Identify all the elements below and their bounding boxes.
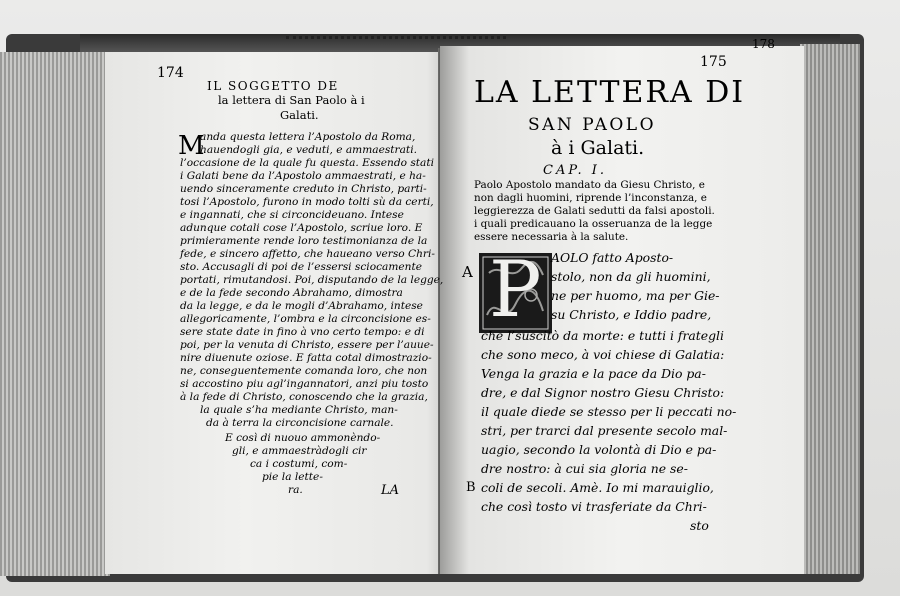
left-text-line: e ingannati, che si circoncideuano. Intese <box>180 209 404 221</box>
right-text-line: ne per huomo, ma per Gie- <box>551 288 720 303</box>
right-text-line: dre, e dal Signor nostro Giesu Christo: <box>481 385 725 400</box>
left-text-line: poi, per la venuta di Christo, essere per l’auue- <box>180 339 434 351</box>
left-text-line: ne, conseguentemente comanda loro, che non <box>180 365 428 377</box>
marginal-letter-a: A <box>462 263 473 281</box>
left-text-line: primieramente rende loro testimonianza de la <box>180 235 428 247</box>
left-text-line: la quale s’ha mediante Christo, man- <box>200 404 398 416</box>
left-page-edges <box>0 52 110 576</box>
left-text-line: i Galati bene da l’Apostolo ammaestrati, e ha- <box>180 170 426 182</box>
chapter-summary-line: i quali predicauano la osseruanza de la legge <box>474 218 713 230</box>
left-text-line: l’occasione de la quale fu questa. Essendo stati <box>180 157 435 169</box>
right-page-number: 175 <box>700 54 727 70</box>
letter-title: LA LETTERA DI <box>474 75 746 110</box>
left-text-line: pie la lette- <box>262 471 323 483</box>
left-text-line: gli, e ammaestràdogli cir <box>232 445 367 457</box>
left-text-line: si accostino piu agl’ingannatori, anzi piu tosto <box>180 378 429 390</box>
catchword: LA <box>381 483 400 498</box>
right-text-line: stolo, non da gli huomini, <box>551 269 711 284</box>
letter-title-line3: à i Galati. <box>551 137 645 159</box>
left-text-line: portati, rimutandosi. Poi, disputando de la legge, <box>180 274 444 286</box>
right-text-line: il quale diede se stesso per li peccati no- <box>481 404 737 419</box>
left-text-line: adunque cotali cose l’Apostolo, scriue loro. E <box>180 222 423 234</box>
left-text-line: à la fede di Christo, conoscendo che la grazia, <box>180 391 428 403</box>
left-text-line: e de la fede secondo Abrahamo, dimostra <box>180 287 403 299</box>
left-text-line: da à terra la circoncisione carnale. <box>206 417 394 429</box>
chapter-summary-line: leggierezza de Galati sedutti da falsi apostoli. <box>474 205 715 217</box>
left-text-line: sere state date in fino à vno certo tempo: e di <box>180 326 425 338</box>
left-text-line: anda questa lettera l’Apostolo da Roma, <box>200 131 416 143</box>
right-page-edges <box>800 44 860 574</box>
chapter-heading: CAP. I. <box>543 163 607 178</box>
left-text-line: nire diuenute oziose. E fatta cotal dimostrazio- <box>180 352 432 364</box>
right-text-line: che sono meco, à voi chiese di Galatia: <box>481 347 725 362</box>
left-running-head: IL SOGGETTO DE <box>207 79 339 93</box>
left-running-head-line2: la lettera di San Paolo à i <box>218 93 365 107</box>
right-text-line: stri, per trarci dal presente secolo mal- <box>481 423 728 438</box>
drop-letter: M <box>178 131 205 161</box>
right-text-line: AOLO fatto Aposto- <box>551 250 674 265</box>
left-text-line: ra. <box>288 484 303 496</box>
left-text-line: da la legge, e da le mogli d’Abrahamo, intese <box>180 300 423 312</box>
right-text-line: uagio, secondo la volontà di Dio e pa- <box>481 442 717 457</box>
right-text-line: che così tosto vi trasferiate da Chri- <box>481 499 707 514</box>
right-text-line: coli de secoli. Amè. Io mi marauiglio, <box>481 480 714 495</box>
letter-title-line2: SAN PAOLO <box>528 115 657 135</box>
right-text-line: su Christo, e Iddio padre, <box>551 307 712 322</box>
left-text-line: sto. Accusagli di poi de l’essersi sciocamente <box>180 261 422 273</box>
left-text-line: tosi l’Apostolo, furono in modo tolti sù da certi, <box>180 196 434 208</box>
left-text-line: fede, e sincero affetto, che haueano verso Chri- <box>180 248 435 260</box>
chapter-summary-line: essere necessaria à la salute. <box>474 231 629 243</box>
left-text-line: allegoricamente, l’ombra e la circoncisione es- <box>180 313 431 325</box>
initial-letter: P <box>489 253 542 333</box>
chapter-summary-line: non dagli huomini, riprende l’inconstanza, e <box>474 192 707 204</box>
left-text-line: ca i costumi, com- <box>250 458 348 470</box>
chapter-summary-line: Paolo Apostolo mandato da Giesu Christo, e <box>474 179 705 191</box>
marginal-letter-b: B <box>466 480 476 495</box>
left-page-number: 174 <box>157 65 184 81</box>
left-text-line: E così di nuouo ammonèndo- <box>225 432 381 444</box>
left-text-line: hauendogli gia, e veduti, e ammaestrati. <box>200 144 417 156</box>
right-text-line: Venga la grazia e la pace da Dio pa- <box>481 366 706 381</box>
edge-page-number: 178 <box>752 37 775 51</box>
right-text-line: sto <box>690 518 709 533</box>
left-running-head-line3: Galati. <box>280 108 319 122</box>
bookmark-ribbon <box>286 36 506 49</box>
right-text-line: dre nostro: à cui sia gloria ne se- <box>481 461 688 476</box>
right-text-line: che l’suscitò da morte: e tutti i frategli <box>481 328 724 343</box>
decorated-initial <box>479 253 552 333</box>
left-text-line: uendo sinceramente creduto in Christo, parti- <box>180 183 427 195</box>
